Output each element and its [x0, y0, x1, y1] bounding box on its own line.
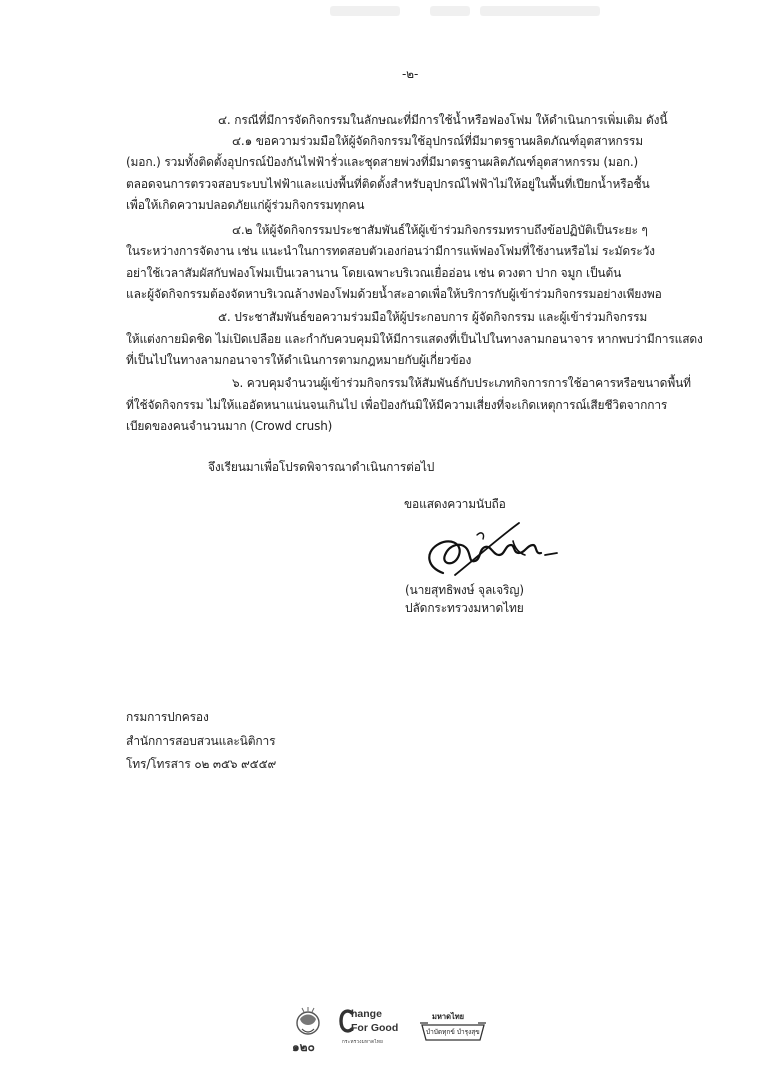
paragraph-4-1-line: เพื่อให้เกิดความปลอดภัยแก่ผู้ร่วมกิจกรรมทุกคน: [126, 198, 365, 212]
scan-artifact: [330, 6, 400, 16]
change-for-good-logo: [338, 1007, 410, 1061]
paragraph-4: ๔. กรณีที่มีการจัดกิจกรรมในลักษณะที่มีการใช้น้ำหรือฟองโฟม ให้ดำเนินการเพิ่มเติม ดังนี้: [218, 113, 668, 127]
paragraph-4-2-line: และผู้จัดกิจกรรมต้องจัดหาบริเวณล้างฟองโฟมด้วยน้ำสะอาดเพื่อให้บริการกับผู้เข้าร่วมกิจกรรมอย่างเพียงพอ: [126, 287, 662, 301]
signer-position: ปลัดกระทรวงมหาดไทย: [405, 601, 524, 615]
scan-artifact: [480, 6, 600, 16]
paragraph-4-1-line: ตลอดจนการตรวจสอบระบบไฟฟ้าและแบ่งพื้นที่ติดตั้งสำหรับอุปกรณ์ไฟฟ้าไม่ให้อยู่ในพื้นที่เปียกน้ำหรือชื้น: [126, 177, 650, 191]
paragraph-5-line: ที่เป็นไปในทางลามกอนาจารให้ดำเนินการตามกฎหมายกับผู้เกี่ยวข้อง: [126, 353, 472, 367]
paragraph-6-line: ๖. ควบคุมจำนวนผู้เข้าร่วมกิจกรรมให้สัมพันธ์กับประเภทกิจการการใช้อาคารหรือขนาดพื้นที่: [232, 376, 691, 390]
anniversary-emblem-logo: [288, 1005, 328, 1063]
handwritten-signature: [415, 515, 575, 585]
logo2-sub: กระทรวงมหาดไทย: [342, 1039, 384, 1044]
paragraph-4-2-line: ๔.๒ ให้ผู้จัดกิจกรรมประชาสัมพันธ์ให้ผู้เข้าร่วมกิจกรรมทราบถึงข้อปฏิบัติเป็นระยะ ๆ: [232, 223, 648, 237]
page-number: -๒-: [402, 67, 419, 81]
paragraph-5-line: ให้แต่งกายมิดชิด ไม่เปิดเปลือย และกำกับควบคุมมิให้มีการแสดงที่เป็นไปในทางลามกอนาจาร หากพบว่ามีการแสดง: [126, 332, 703, 346]
logo2-line2: For Good: [351, 1022, 399, 1034]
sender-department: กรมการปกครอง: [126, 710, 209, 724]
logo1-text: ๑๒๐: [292, 1040, 315, 1054]
paragraph-5-line: ๕. ประชาสัมพันธ์ขอความร่วมมือให้ผู้ประกอบการ ผู้จัดกิจกรรม และผู้เข้าร่วมกิจกรรม: [218, 310, 648, 324]
paragraph-4-1-line: ๔.๑ ขอความร่วมมือให้ผู้จัดกิจกรรมใช้อุปกรณ์ที่มีมาตรฐานผลิตภัณฑ์อุตสาหกรรม: [232, 134, 643, 148]
paragraph-4-1-line: (มอก.) รวมทั้งติดตั้งอุปกรณ์ป้องกันไฟฟ้ารั่วและชุดสายพ่วงที่มีมาตรฐานผลิตภัณฑ์อุตสาหกรรม (มอก.): [126, 155, 639, 169]
sender-office: สำนักการสอบสวนและนิติการ: [126, 734, 276, 748]
sender-phone: โทร/โทรสาร ๐๒ ๓๕๖ ๙๕๕๙: [126, 757, 277, 771]
signer-name: (นายสุทธิพงษ์ จุลเจริญ): [405, 583, 524, 597]
paragraph-6-line: ที่ใช้จัดกิจกรรม ไม่ให้แออัดหนาแน่นจนเกินไป เพื่อป้องกันมิให้มีความเสี่ยงที่จะเกิดเหตุการณ์เสียชีวิตจากการ: [126, 398, 668, 412]
paragraph-6-line: เบียดของคนจำนวนมาก (Crowd crush): [126, 419, 333, 433]
logo3-line2: บำบัดทุกข์ บำรุงสุข: [426, 1028, 480, 1036]
salutation: ขอแสดงความนับถือ: [404, 497, 506, 511]
closing-request: จึงเรียนมาเพื่อโปรดพิจารณาดำเนินการต่อไป: [208, 460, 435, 474]
bamrung-suk-logo: [418, 1005, 488, 1063]
paragraph-4-2-line: ในระหว่างการจัดงาน เช่น แนะนำในการทดสอบตัวเองก่อนว่ามีการแพ้ฟองโฟมที่ใช้งานหรือไม่ ระมัดระวัง: [126, 244, 655, 258]
paragraph-4-2-line: อย่าใช้เวลาสัมผัสกับฟองโฟมเป็นเวลานาน โดยเฉพาะบริเวณเยื่ออ่อน เช่น ดวงตา ปาก จมูก เป็นต้น: [126, 266, 622, 280]
footer-logos: [288, 1005, 488, 1063]
scan-artifact: [430, 6, 470, 16]
logo3-line1: มหาดไทย: [432, 1012, 465, 1021]
logo2-line1: hange: [351, 1008, 382, 1020]
